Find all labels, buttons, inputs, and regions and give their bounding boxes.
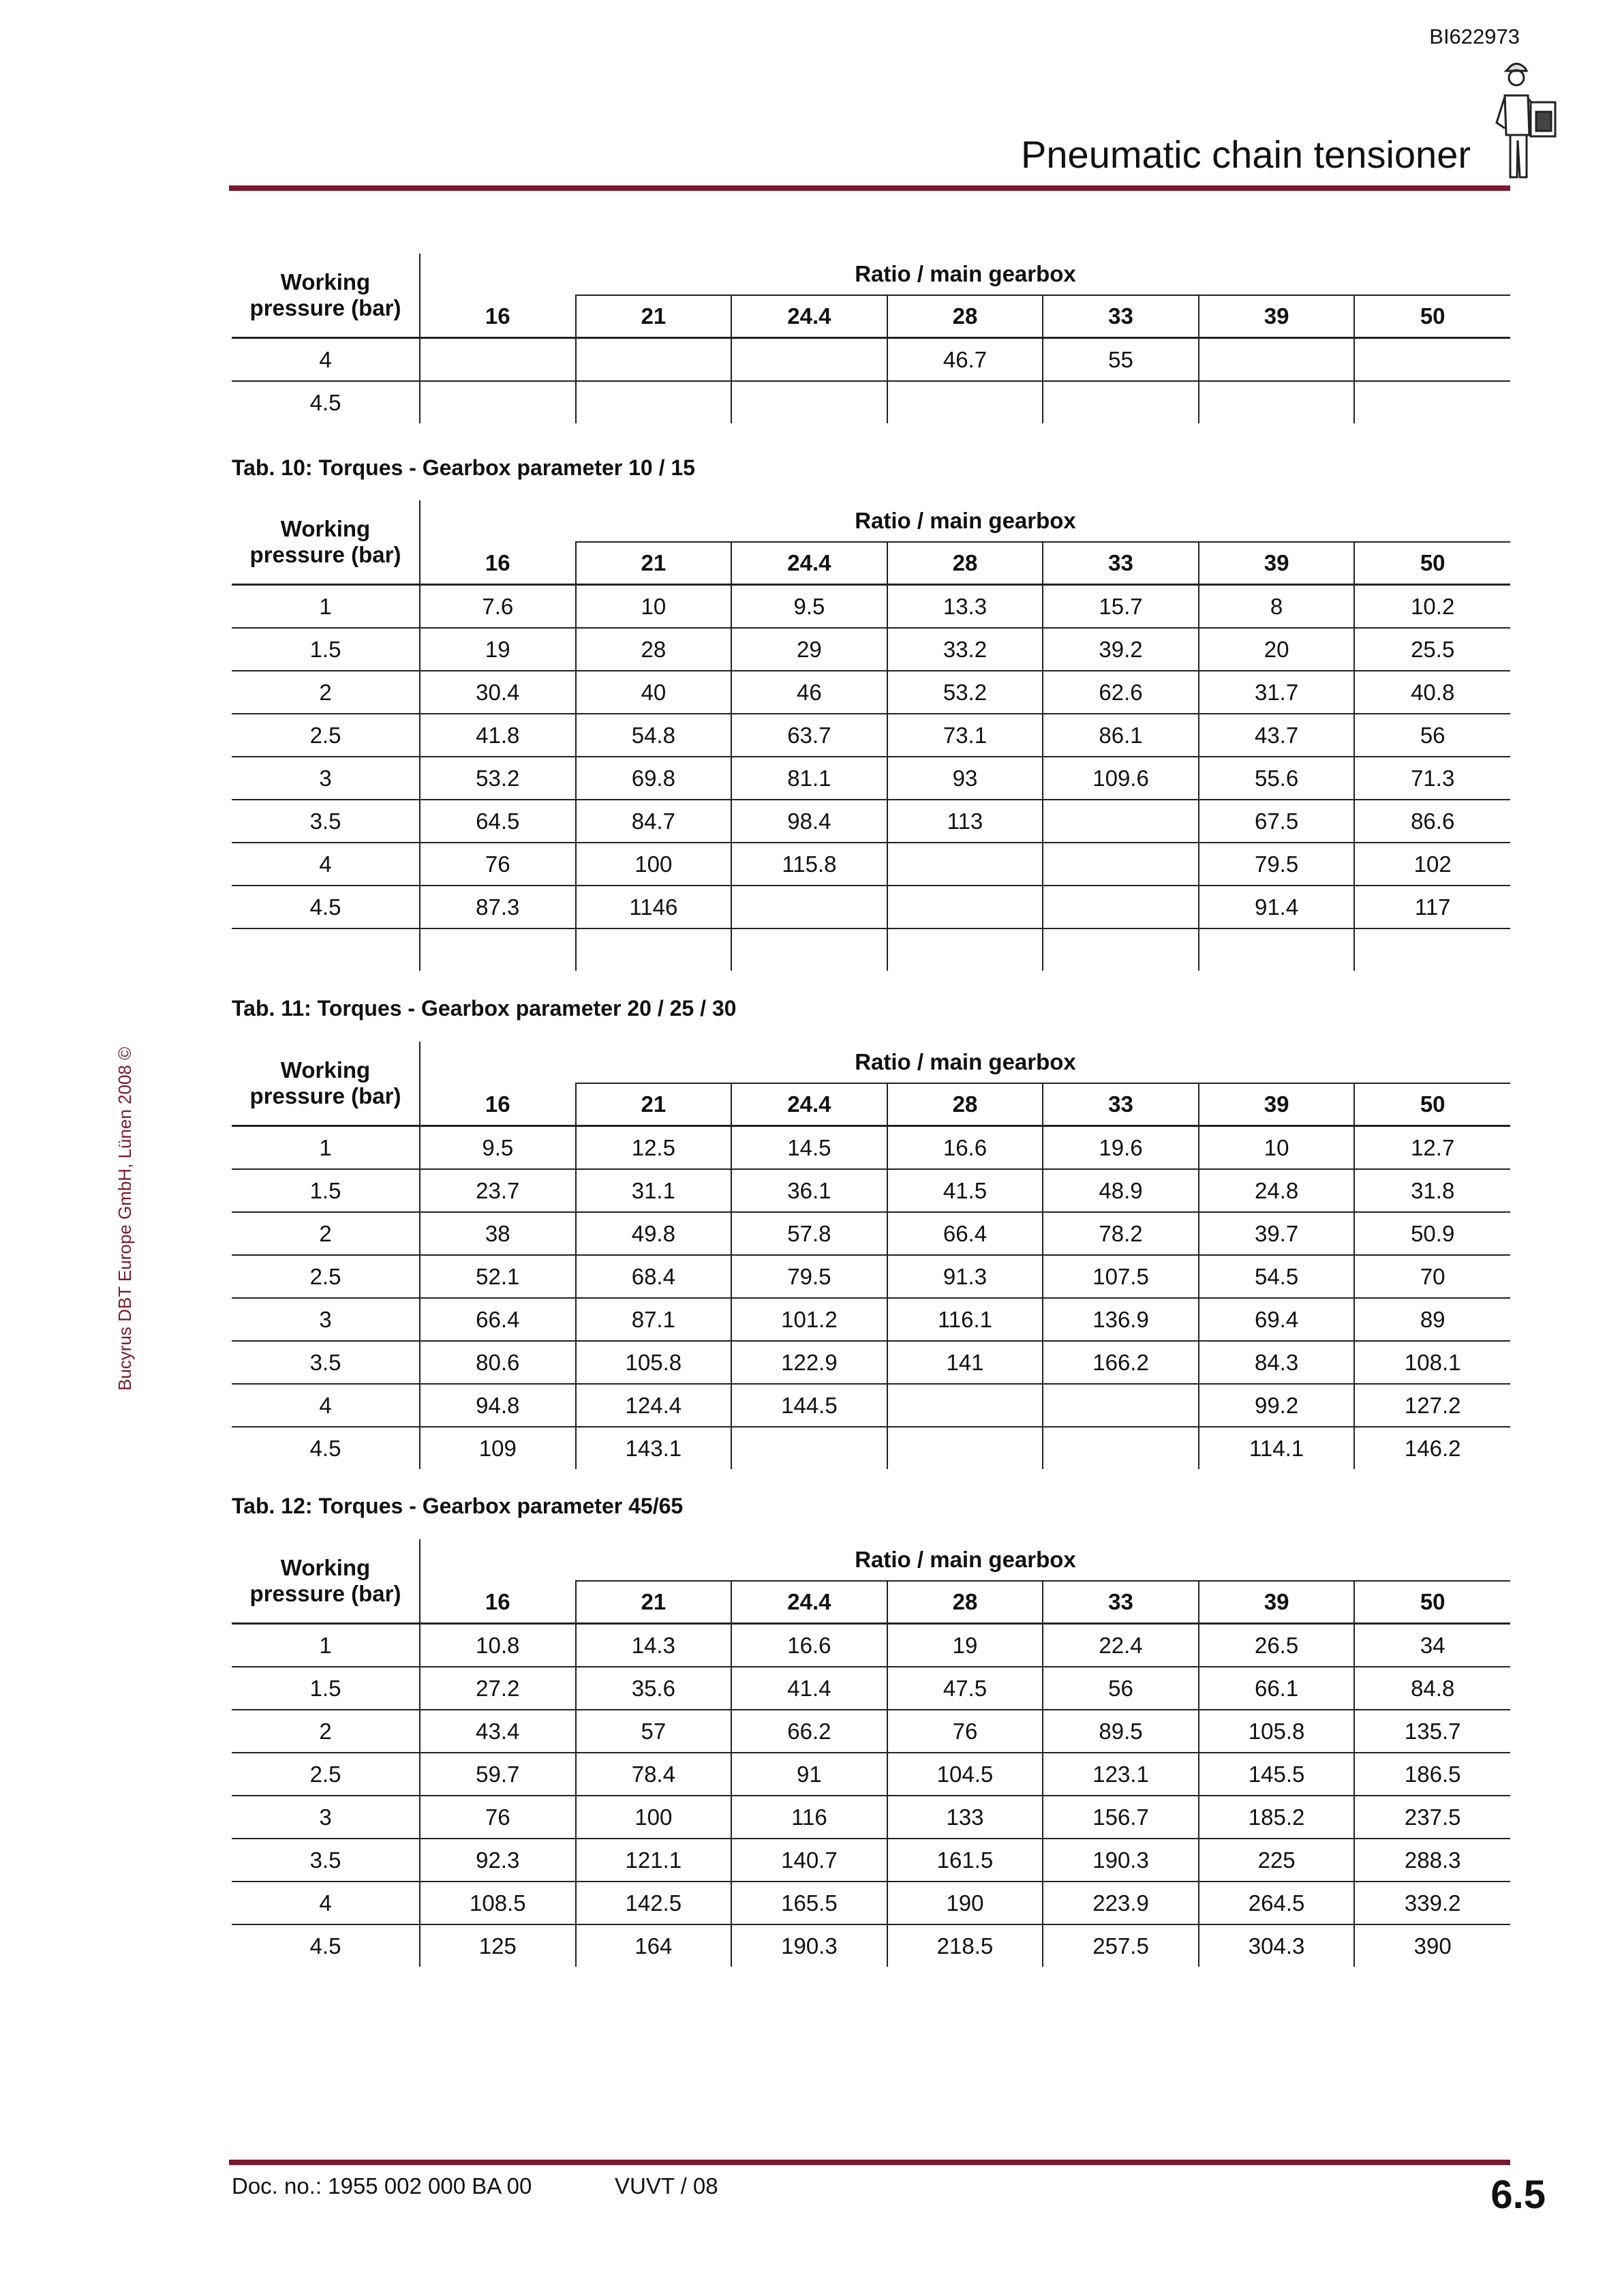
torque-cell — [887, 843, 1043, 886]
torque-cell: 94.8 — [420, 1384, 576, 1427]
torque-cell: 125 — [420, 1924, 576, 1967]
torque-cell — [731, 886, 887, 928]
torque-cell: 225 — [1199, 1839, 1355, 1882]
torque-cell: 36.1 — [731, 1169, 887, 1212]
torque-cell: 89 — [1354, 1298, 1510, 1341]
torque-cell: 264.5 — [1199, 1882, 1355, 1924]
table-row — [232, 1753, 1510, 1796]
torque-cell: 28 — [576, 628, 732, 671]
torque-cell: 64.5 — [420, 800, 576, 843]
torque-cell — [1043, 381, 1199, 423]
torque-cell — [1354, 381, 1510, 423]
torque-cell: 76 — [420, 843, 576, 886]
ratio-column-header: 28 — [887, 1581, 1043, 1624]
torque-cell: 49.8 — [576, 1212, 732, 1255]
torque-table-11 — [232, 1042, 1510, 1469]
torque-cell: 140.7 — [731, 1839, 887, 1882]
torque-cell: 165.5 — [731, 1882, 887, 1924]
torque-cell: 143.1 — [576, 1427, 732, 1469]
pressure-cell: 1 — [232, 1126, 420, 1170]
table-row — [232, 1796, 1510, 1839]
torque-cell: 19 — [887, 1624, 1043, 1667]
torque-cell: 98.4 — [731, 800, 887, 843]
pressure-cell: 4 — [232, 1882, 420, 1924]
pressure-cell: 4.5 — [232, 381, 420, 423]
torque-cell: 133 — [887, 1796, 1043, 1839]
torque-cell: 16.6 — [731, 1624, 887, 1667]
ratio-column-header: 33 — [1043, 1083, 1199, 1126]
ratio-column-header: 21 — [576, 1581, 732, 1624]
torque-cell: 31.8 — [1354, 1169, 1510, 1212]
torque-cell: 78.2 — [1043, 1212, 1199, 1255]
ratio-column-header: 21 — [576, 1083, 732, 1126]
table-row — [232, 1427, 1510, 1469]
torque-cell: 91.4 — [1199, 886, 1355, 928]
torque-cell — [1043, 843, 1199, 886]
torque-cell: 39.7 — [1199, 1212, 1355, 1255]
torque-cell: 109.6 — [1043, 757, 1199, 800]
table-row — [232, 1710, 1510, 1753]
torque-cell: 1146 — [576, 886, 732, 928]
ratio-header: Ratio / main gearbox — [855, 261, 1076, 286]
torque-cell: 14.3 — [576, 1624, 732, 1667]
table-row — [232, 671, 1510, 714]
torque-cell: 186.5 — [1354, 1753, 1510, 1796]
ratio-column-header: 16 — [420, 542, 576, 585]
torque-cell: 24.8 — [1199, 1169, 1355, 1212]
torque-cell: 89.5 — [1043, 1710, 1199, 1753]
ratio-column-header: 33 — [1043, 295, 1199, 338]
torque-cell: 56 — [1354, 714, 1510, 757]
torque-cell: 25.5 — [1354, 628, 1510, 671]
ratio-column-header: 39 — [1199, 295, 1355, 338]
torque-cell: 15.7 — [1043, 585, 1199, 629]
worker-with-tablet-icon — [1487, 55, 1562, 184]
torque-cell: 9.5 — [731, 585, 887, 629]
ratio-header: Ratio / main gearbox — [855, 1049, 1076, 1074]
table-row — [232, 381, 1510, 423]
ratio-column-header: 39 — [1199, 1083, 1355, 1126]
pressure-cell: 2.5 — [232, 1753, 420, 1796]
torque-cell: 218.5 — [887, 1924, 1043, 1967]
torque-cell: 66.2 — [731, 1710, 887, 1753]
torque-cell: 35.6 — [576, 1667, 732, 1710]
torque-cell — [887, 928, 1043, 971]
torque-cell — [1043, 800, 1199, 843]
torque-cell: 50.9 — [1354, 1212, 1510, 1255]
torque-cell: 91 — [731, 1753, 887, 1796]
torque-cell: 55.6 — [1199, 757, 1355, 800]
torque-cell: 304.3 — [1199, 1924, 1355, 1967]
torque-cell: 16.6 — [887, 1126, 1043, 1170]
torque-cell — [1043, 1427, 1199, 1469]
torque-cell — [1354, 338, 1510, 382]
table-10-caption: Tab. 10: Torques - Gearbox parameter 10 / 15 — [232, 455, 695, 480]
pressure-cell: 2 — [232, 1710, 420, 1753]
torque-cell — [887, 1427, 1043, 1469]
torque-cell: 237.5 — [1354, 1796, 1510, 1839]
torque-cell: 8 — [1199, 585, 1355, 629]
torque-cell: 100 — [576, 843, 732, 886]
torque-cell: 33.2 — [887, 628, 1043, 671]
torque-cell: 141 — [887, 1341, 1043, 1384]
torque-cell — [1199, 928, 1355, 971]
torque-cell: 53.2 — [887, 671, 1043, 714]
torque-cell: 40.8 — [1354, 671, 1510, 714]
torque-cell: 121.1 — [576, 1839, 732, 1882]
torque-cell: 87.1 — [576, 1298, 732, 1341]
table-row — [232, 1126, 1510, 1170]
torque-cell: 113 — [887, 800, 1043, 843]
torque-cell: 87.3 — [420, 886, 576, 928]
header-rule — [229, 185, 1510, 191]
pressure-cell: 2.5 — [232, 714, 420, 757]
ratio-column-header: 24.4 — [731, 542, 887, 585]
torque-cell: 41.4 — [731, 1667, 887, 1710]
torque-table-12 — [232, 1539, 1510, 1967]
torque-cell: 10.2 — [1354, 585, 1510, 629]
torque-cell: 124.4 — [576, 1384, 732, 1427]
torque-cell: 66.4 — [887, 1212, 1043, 1255]
torque-cell: 12.5 — [576, 1126, 732, 1170]
table-row — [232, 585, 1510, 629]
table-row — [232, 1882, 1510, 1924]
ratio-column-header: 28 — [887, 542, 1043, 585]
doc-id: BI622973 — [1429, 25, 1520, 48]
torque-cell — [1043, 1384, 1199, 1427]
ratio-row — [232, 1581, 1510, 1624]
torque-cell: 257.5 — [1043, 1924, 1199, 1967]
torque-cell: 66.1 — [1199, 1667, 1355, 1710]
pressure-cell: 4.5 — [232, 886, 420, 928]
torque-cell: 69.4 — [1199, 1298, 1355, 1341]
table-row — [232, 338, 1510, 382]
pressure-cell: 3 — [232, 757, 420, 800]
torque-cell: 161.5 — [887, 1839, 1043, 1882]
torque-cell: 122.9 — [731, 1341, 887, 1384]
pressure-cell: 4.5 — [232, 1427, 420, 1469]
pressure-cell: 4 — [232, 1384, 420, 1427]
torque-cell: 146.2 — [1404, 1435, 1461, 1461]
ratio-column-header: 24.4 — [731, 1581, 887, 1624]
torque-cell: 66.4 — [420, 1298, 576, 1341]
torque-cell: 20 — [1199, 628, 1355, 671]
ratio-column-header: 33 — [1043, 1581, 1199, 1624]
ratio-column-header: 16 — [420, 295, 576, 338]
torque-cell: 38 — [420, 1212, 576, 1255]
ratio-column-header: 50 — [1354, 1581, 1510, 1624]
pressure-cell: 3 — [232, 1796, 420, 1839]
torque-cell — [1043, 886, 1199, 928]
torque-cell: 339.2 — [1354, 1882, 1510, 1924]
torque-cell: 156.7 — [1043, 1796, 1199, 1839]
torque-cell: 164 — [576, 1924, 732, 1967]
torque-cell: 34 — [1354, 1624, 1510, 1667]
torque-cell — [576, 338, 732, 382]
table-row — [232, 1169, 1510, 1212]
torque-cell — [887, 886, 1043, 928]
torque-cell: 27.2 — [420, 1667, 576, 1710]
footer-rule — [229, 2160, 1510, 2165]
table-row — [232, 1341, 1510, 1384]
torque-cell: 105.8 — [1199, 1710, 1355, 1753]
torque-cell: 54.8 — [576, 714, 732, 757]
torque-cell: 46 — [731, 671, 887, 714]
torque-cell: 10 — [576, 585, 732, 629]
page-number: 6.5 — [1490, 2173, 1546, 2217]
torque-cell: 105.8 — [576, 1341, 732, 1384]
torque-cell: 63.7 — [731, 714, 887, 757]
pressure-cell: 2.5 — [232, 1255, 420, 1298]
ratio-column-header: 50 — [1354, 1083, 1510, 1126]
table-row — [232, 800, 1510, 843]
torque-cell: 93 — [887, 757, 1043, 800]
ratio-column-header: 50 — [1354, 295, 1510, 338]
torque-cell: 23.7 — [420, 1169, 576, 1212]
table-row — [232, 886, 1510, 928]
torque-cell: 43.4 — [420, 1710, 576, 1753]
table-row — [232, 1924, 1510, 1967]
torque-cell — [731, 1427, 887, 1469]
table-12-caption: Tab. 12: Torques - Gearbox parameter 45/65 — [232, 1494, 684, 1518]
ratio-header: Ratio / main gearbox — [855, 508, 1076, 533]
ratio-row — [232, 542, 1510, 585]
torque-cell — [576, 381, 732, 423]
table-row — [232, 628, 1510, 671]
torque-cell — [731, 928, 887, 971]
torque-cell: 288.3 — [1354, 1839, 1510, 1882]
footer-doc-number: Doc. no.: 1955 002 000 BA 00 — [232, 2173, 532, 2199]
torque-cell — [887, 1384, 1043, 1427]
torque-cell: 55 — [1043, 338, 1199, 382]
torque-cell — [1354, 928, 1510, 971]
torque-cell: 71.3 — [1354, 757, 1510, 800]
torque-cell: 79.5 — [731, 1255, 887, 1298]
torque-cell: 41.8 — [420, 714, 576, 757]
torque-cell: 70 — [1354, 1255, 1510, 1298]
torque-cell: 117 — [1354, 886, 1510, 928]
torque-cell: 84.8 — [1354, 1667, 1510, 1710]
table-row — [232, 1212, 1510, 1255]
working-pressure-header: Working pressure (bar) — [232, 500, 420, 585]
pressure-cell: 1 — [232, 585, 420, 629]
ratio-column-header: 50 — [1354, 542, 1510, 585]
torque-cell: 107.5 — [1043, 1255, 1199, 1298]
torque-cell: 57.8 — [731, 1212, 887, 1255]
torque-cell: 29 — [731, 628, 887, 671]
torque-cell — [731, 381, 887, 423]
torque-cell: 41.5 — [887, 1169, 1043, 1212]
pressure-cell: 1.5 — [232, 628, 420, 671]
torque-cell: 62.6 — [1043, 671, 1199, 714]
ratio-row — [232, 295, 1510, 338]
torque-cell: 14.5 — [731, 1126, 887, 1170]
torque-cell: 10 — [1199, 1126, 1355, 1170]
torque-cell: 69.8 — [576, 757, 732, 800]
torque-table-10 — [232, 500, 1510, 971]
torque-cell: 114.1 — [1199, 1427, 1355, 1469]
torque-cell: 22.4 — [1043, 1624, 1199, 1667]
torque-cell: 135.7 — [1354, 1710, 1510, 1753]
ratio-column-header: 28 — [887, 1083, 1043, 1126]
torque-cell: 108.1 — [1354, 1341, 1510, 1384]
torque-cell: 30.4 — [420, 671, 576, 714]
working-pressure-header: Working pressure (bar) — [232, 1042, 420, 1126]
torque-cell: 136.9 — [1043, 1298, 1199, 1341]
table-row — [232, 928, 1510, 971]
torque-cell: 26.5 — [1199, 1624, 1355, 1667]
torque-cell: 7.6 — [420, 585, 576, 629]
torque-cell: 52.1 — [420, 1255, 576, 1298]
torque-cell — [420, 338, 576, 382]
torque-cell: 9.5 — [420, 1126, 576, 1170]
torque-cell: 31.1 — [576, 1169, 732, 1212]
footer-version: VUVT / 08 — [615, 2173, 718, 2199]
torque-cell: 390 — [1413, 1933, 1452, 1959]
torque-cell: 10.8 — [420, 1624, 576, 1667]
table-row — [232, 1384, 1510, 1427]
torque-cell: 40 — [576, 671, 732, 714]
torque-cell — [420, 928, 576, 971]
torque-cell: 104.5 — [887, 1753, 1043, 1796]
torque-cell: 116.1 — [887, 1298, 1043, 1341]
pressure-cell: 1.5 — [232, 1169, 420, 1212]
torque-cell: 84.3 — [1199, 1341, 1355, 1384]
table-row — [232, 714, 1510, 757]
torque-cell — [576, 928, 732, 971]
copyright-side-note: Bucyrus DBT Europe GmbH, Lünen 2008 © — [114, 1046, 135, 1391]
torque-cell: 84.7 — [576, 800, 732, 843]
ratio-column-header: 16 — [420, 1083, 576, 1126]
torque-cell: 46.7 — [887, 338, 1043, 382]
torque-cell: 190.3 — [731, 1924, 887, 1967]
torque-cell: 56 — [1043, 1667, 1199, 1710]
torque-cell: 13.3 — [887, 585, 1043, 629]
pressure-cell: 3 — [232, 1298, 420, 1341]
torque-cell: 185.2 — [1199, 1796, 1355, 1839]
pressure-cell: 4.5 — [232, 1924, 420, 1967]
torque-cell: 12.7 — [1354, 1126, 1510, 1170]
torque-cell: 54.5 — [1199, 1255, 1355, 1298]
torque-cell: 223.9 — [1043, 1882, 1199, 1924]
ratio-column-header: 24.4 — [731, 295, 887, 338]
table-row — [232, 843, 1510, 886]
ratio-row — [232, 1083, 1510, 1126]
torque-cell: 79.5 — [1199, 843, 1355, 886]
ratio-column-header: 21 — [576, 295, 732, 338]
ratio-column-header: 39 — [1199, 1581, 1355, 1624]
torque-cell: 19 — [420, 628, 576, 671]
working-pressure-header: Working pressure (bar) — [232, 1539, 420, 1624]
ratio-header: Ratio / main gearbox — [855, 1547, 1076, 1572]
torque-cell: 190 — [887, 1882, 1043, 1924]
table-row — [232, 1667, 1510, 1710]
page-title: Pneumatic chain tensioner — [1021, 133, 1471, 176]
pressure-cell: 1.5 — [232, 1667, 420, 1710]
torque-cell — [420, 381, 576, 423]
working-pressure-header: Working pressure (bar) — [232, 254, 420, 338]
torque-cell: 166.2 — [1043, 1341, 1199, 1384]
torque-cell: 48.9 — [1043, 1169, 1199, 1212]
ratio-column-header: 21 — [576, 542, 732, 585]
torque-cell — [1199, 338, 1355, 382]
torque-cell: 86.1 — [1043, 714, 1199, 757]
pressure-cell: 4 — [232, 338, 420, 382]
table-row — [232, 1839, 1510, 1882]
torque-cell: 116 — [731, 1796, 887, 1839]
torque-cell: 102 — [1354, 843, 1510, 886]
torque-cell: 86.6 — [1354, 800, 1510, 843]
pressure-cell: 3.5 — [232, 800, 420, 843]
torque-cell: 127.2 — [1354, 1384, 1510, 1427]
table-11-caption: Tab. 11: Torques - Gearbox parameter 20 / 25 / 30 — [232, 996, 737, 1021]
pressure-cell: 2 — [232, 671, 420, 714]
torque-cell: 108.5 — [420, 1882, 576, 1924]
torque-cell: 99.2 — [1199, 1384, 1355, 1427]
torque-cell: 101.2 — [731, 1298, 887, 1341]
torque-cell: 53.2 — [420, 757, 576, 800]
table-row — [232, 1298, 1510, 1341]
ratio-column-header: 16 — [420, 1581, 576, 1624]
ratio-column-header: 33 — [1043, 542, 1199, 585]
pressure-cell: 3.5 — [232, 1839, 420, 1882]
torque-cell: 115.8 — [731, 843, 887, 886]
torque-cell: 190.3 — [1043, 1839, 1199, 1882]
torque-cell: 145.5 — [1199, 1753, 1355, 1796]
torque-cell: 76 — [887, 1710, 1043, 1753]
pressure-cell: 1 — [232, 1624, 420, 1667]
table-row — [232, 1624, 1510, 1667]
torque-cell: 144.5 — [731, 1384, 887, 1427]
torque-cell: 76 — [420, 1796, 576, 1839]
ratio-column-header: 28 — [887, 295, 1043, 338]
torque-table-continued — [232, 254, 1510, 423]
torque-cell: 67.5 — [1199, 800, 1355, 843]
torque-cell — [731, 338, 887, 382]
pressure-cell: 3.5 — [232, 1341, 420, 1384]
pressure-cell: 4 — [232, 843, 420, 886]
torque-cell: 59.7 — [420, 1753, 576, 1796]
torque-cell: 142.5 — [576, 1882, 732, 1924]
torque-cell: 81.1 — [731, 757, 887, 800]
torque-cell: 91.3 — [887, 1255, 1043, 1298]
torque-cell: 68.4 — [576, 1255, 732, 1298]
torque-cell: 78.4 — [576, 1753, 732, 1796]
table-row — [232, 1255, 1510, 1298]
torque-cell: 100 — [576, 1796, 732, 1839]
torque-cell: 80.6 — [420, 1341, 576, 1384]
ratio-column-header: 39 — [1199, 542, 1355, 585]
ratio-column-header: 24.4 — [731, 1083, 887, 1126]
torque-cell: 39.2 — [1043, 628, 1199, 671]
pressure-cell: 2 — [232, 1212, 420, 1255]
torque-cell — [887, 381, 1043, 423]
torque-cell: 47.5 — [887, 1667, 1043, 1710]
torque-cell: 31.7 — [1199, 671, 1355, 714]
torque-cell — [1043, 928, 1199, 971]
torque-cell — [1199, 381, 1355, 423]
torque-cell: 43.7 — [1199, 714, 1355, 757]
pressure-cell — [232, 928, 420, 971]
torque-cell: 57 — [576, 1710, 732, 1753]
torque-cell: 73.1 — [887, 714, 1043, 757]
torque-cell: 109 — [420, 1427, 576, 1469]
torque-cell: 92.3 — [420, 1839, 576, 1882]
torque-cell: 19.6 — [1043, 1126, 1199, 1170]
table-row — [232, 757, 1510, 800]
torque-cell: 123.1 — [1043, 1753, 1199, 1796]
